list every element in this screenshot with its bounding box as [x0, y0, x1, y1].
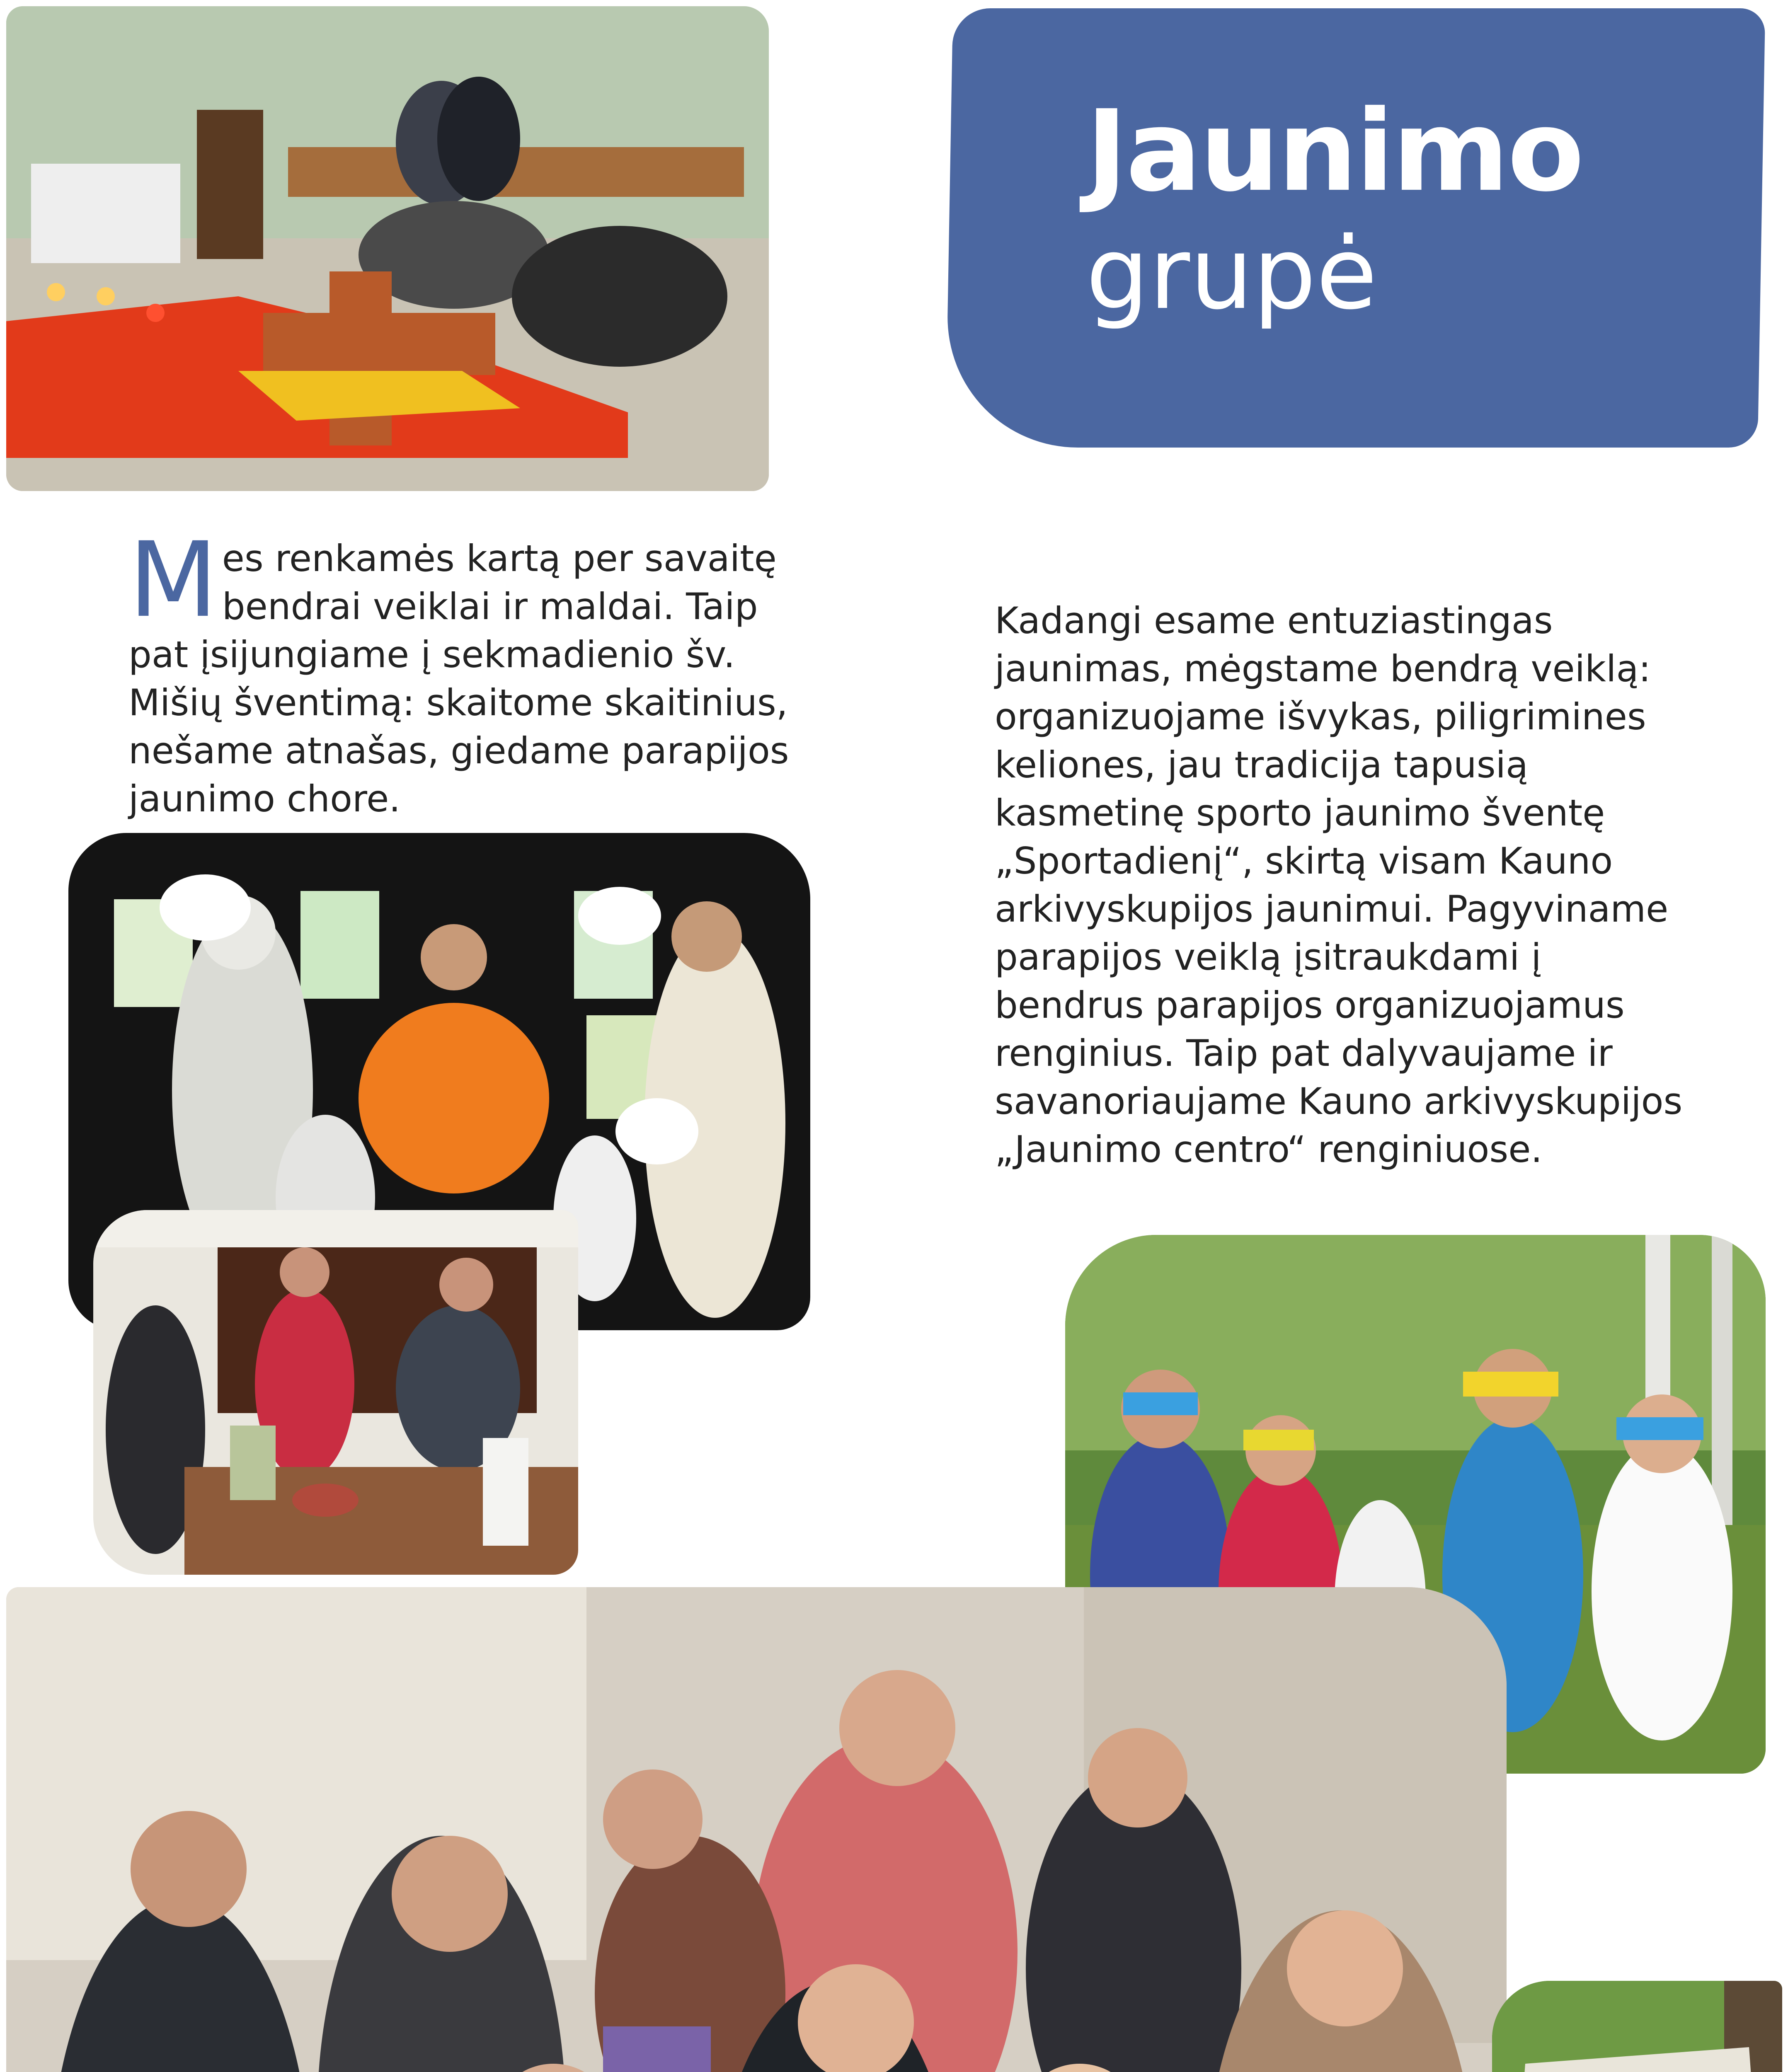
photo-youth-choir: [6, 1587, 1507, 2072]
intro-paragraph: [128, 520, 825, 823]
dropcap-letter: M: [128, 520, 218, 640]
photo-kitchen-cooking: [93, 1210, 578, 1575]
activities-paragraph: Kadangi esame entuziastingas jaunimas, mėgstame bendrą veiklą: organizuojame išvykas, piligrimines keliones, jau tradicija tapusią kasmetinę sporto jaunimo šventę „Sportadienį“, skirtą visam Kauno arkivyskupijos jaunimui. Pagyviname parapijos veiklą įsitraukdami į bendrus parapijos organizuojamus renginius. Taip pat dalyvaujame ir savanoriaujame Kauno arkivyskupijos „Jaunimo centro“ renginiuose.: [995, 599, 1683, 1171]
photo-prayer-cross: [6, 6, 769, 491]
page-subtitle: grupė: [1086, 215, 1378, 332]
intro-text: es renkamės kartą per savaitę bendrai veiklai ir maldai. Taip pat įsijungiame į sekmadienio šv. Mišių šventimą: skaitome skaitinius, nešame atnašas, giedame parapijos jaunimo chore.: [128, 537, 789, 820]
page-title: Jaunimo: [1086, 86, 1583, 216]
photo-child-in-leaves: [1492, 1981, 1782, 2072]
